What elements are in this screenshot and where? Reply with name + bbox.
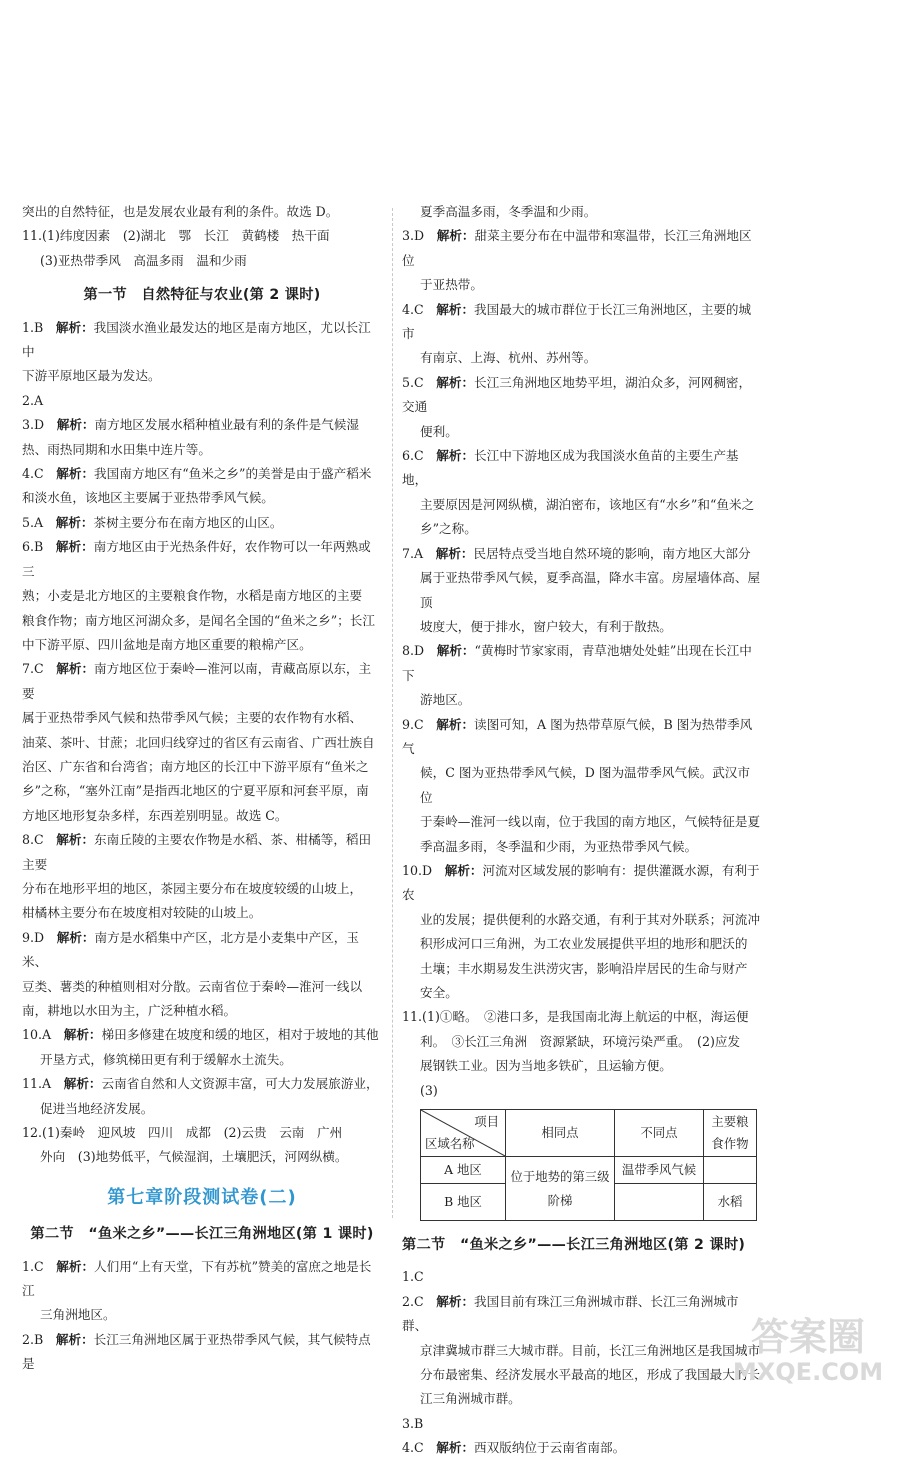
- answer-item: 1.B 解析：我国淡水渔业最发达的地区是南方地区，尤以长江中 下游平原地区最为发达。: [22, 319, 371, 384]
- answer-item: 3.B: [402, 1415, 424, 1431]
- text-line: 夏季高温多雨，冬季温和少雨。: [420, 204, 597, 219]
- table-header: 主要粮食作物: [704, 1110, 757, 1157]
- answer-item: 2.C 解析：我国目前有珠江三角洲城市群、长江三角洲城市群、 京津冀城市群三大城市群。目前，长江三角洲地区是我国城市 分布最密集、经济发展水平最高的地区，形成了我国最大的长 江三角洲城市群。: [402, 1293, 761, 1407]
- answer-item: 9.D 解析：南方是水稻集中产区，北方是小麦集中产区，玉米、 豆类、薯类的种植则相对分散。云南省位于秦岭—淮河一线以 南，耕地以水田为主，广泛种植水稻。: [22, 929, 363, 1018]
- right-column: [402, 200, 762, 1461]
- answer-item: 1.C: [402, 1269, 424, 1285]
- table-cell: 位于地势的第三级阶梯: [506, 1157, 615, 1221]
- table-cell: 水稻: [704, 1184, 757, 1221]
- column-divider: [392, 208, 393, 1218]
- text-line: 11.(1)纬度因素 (2)湖北 鄂 长江 黄鹤楼 热干面: [22, 228, 330, 244]
- answer-item: 8.D 解析：“黄梅时节家家雨，青草池塘处处蛙”出现在长江中下 游地区。: [402, 643, 752, 708]
- text-line: (3)亚热带季风 高温多雨 温和少雨: [40, 252, 247, 268]
- table-cell: 温带季风气候: [615, 1157, 704, 1184]
- answer-item: 3.D 解析：南方地区发展水稻种植业最有利的条件是气候湿 热、雨热同期和水田集中连片等。: [22, 417, 359, 457]
- watermark-bottom: MXQE.COM: [732, 1358, 884, 1386]
- answer-item: 7.A 解析：民居特点受当地自然环境的影响，南方地区大部分 属于亚热带季风气候，夏季高温，降水丰富。房屋墙体高、屋顶 坡度大，便于排水，窗户较大，有利于散热。: [402, 545, 761, 634]
- answer-item: 11.A 解析：云南省自然和人文资源丰富，可大力发展旅游业， 促进当地经济发展。: [22, 1076, 379, 1116]
- watermark-logo: [722, 1310, 894, 1386]
- table-header: 相同点: [506, 1110, 615, 1157]
- answer-item: 2.B 解析：长江三角洲地区属于亚热带季风气候，其气候特点是: [22, 1331, 371, 1372]
- table-header: 不同点: [615, 1110, 704, 1157]
- answer-item: 12.(1)秦岭 迎风坡 四川 成都 (2)云贵 云南 广州 外向 (3)地势低平，气候湿润，土壤肥沃，河网纵横。: [22, 1125, 348, 1165]
- answer-item: 1.C 解析：人们用“上有天堂，下有苏杭”赞美的富庶之地是长江 三角洲地区。: [22, 1258, 372, 1323]
- answer-item: 5.A 解析：茶树主要分布在南方地区的山区。: [22, 514, 283, 530]
- text-line: 突出的自然特征，也是发展农业最有利的条件。故选 D。: [22, 204, 339, 219]
- table-cell: [704, 1157, 757, 1184]
- answer-item: 11.(1)①略。 ②港口多，是我国南北海上航运的中枢，海运便 利。 ③长江三角洲 资源紧缺，环境污染严重。 (2)应发 展钢铁工业。因为当地多铁矿，且运输方便。 (3): [402, 1009, 749, 1098]
- answer-item: 2.A: [22, 392, 44, 408]
- answer-item: 10.A 解析：梯田多修建在坡度和缓的地区，相对于坡地的其他 开垦方式，修筑梯田更有利于缓解水土流失。: [22, 1027, 379, 1067]
- section-heading: 第二节 “鱼米之乡”——长江三角洲地区(第 1 课时): [30, 1226, 374, 1243]
- left-column: [22, 200, 382, 1377]
- answer-item: 9.C 解析：读图可知，A 图为热带草原气候，B 图为热带季风气 候，C 图为亚热带季风气候，D 图为温带季风气候。武汉市位 于秦岭—淮河一线以南，位于我国的南方地区，气候特征是夏 季高温多雨，冬季温和少雨，为亚热带季风气候。: [402, 716, 761, 854]
- answer-item: 6.B 解析：南方地区由于光热条件好，农作物可以一年两熟或三 熟；小麦是北方地区的主要粮食作物，水稻是南方地区的主要 粮食作物；南方地区河湖众多，是闻名全国的“鱼米之乡”；长江 中下游平原、四川盆地是南方地区重要的粮棉产区。: [22, 539, 375, 652]
- answer-item: 3.D 解析：甜菜主要分布在中温带和寒温带，长江三角洲地区位 于亚热带。: [402, 228, 752, 293]
- answer-item: 7.C 解析：南方地区位于秦岭—淮河以南，青藏高原以东，主要 属于亚热带季风气候和热带季风气候；主要的农作物有水稻、 油菜、茶叶、甘蔗；北回归线穿过的省区有云南省、广西壮族自 治区、广东省和台湾省；南方地区的长江中下游平原有“鱼米之 乡”之称，“塞外江南”是指西北地区的宁夏平原和河套平原，南 方地区地形复杂多样，东西差别明显。故选 C。: [22, 661, 375, 823]
- table-cell: B 地区: [421, 1184, 506, 1221]
- table-cell: [615, 1184, 704, 1221]
- section-heading: 第二节 “鱼米之乡”——长江三角洲地区(第 2 课时): [402, 1237, 746, 1254]
- watermark-top: 答案圈: [750, 1315, 866, 1359]
- table-cell: A 地区: [421, 1157, 506, 1184]
- answer-item: 5.C 解析：长江三角洲地区地势平坦，湖泊众多，河网稠密，交通 便利。: [402, 374, 752, 439]
- answer-item: 8.C 解析：东南丘陵的主要农作物是水稻、茶、柑橘等，稻田主要 分布在地形平坦的地区，茶园主要分布在坡度较缓的山坡上， 柑橘林主要分布在坡度相对较陡的山坡上。: [22, 832, 372, 921]
- table-diagonal-header: 项目 区域名称: [421, 1110, 506, 1157]
- comparison-table: [420, 1109, 757, 1221]
- answer-item: 6.C 解析：长江中下游地区成为我国淡水鱼苗的主要生产基地， 主要原因是河网纵横，湖泊密布，该地区有“水乡”和“鱼米之 乡”之称。: [402, 448, 755, 537]
- answer-item: 4.C 解析：西双版纳位于云南省南部。: [402, 1440, 626, 1456]
- answer-item: 4.C 解析：我国南方地区有“鱼米之乡”的美誉是由于盛产稻米 和淡水鱼，该地区主要属于亚热带季风气候。: [22, 466, 372, 506]
- answer-item: 4.C 解析：我国最大的城市群位于长江三角洲地区，主要的城市 有南京、上海、杭州、苏州等。: [402, 301, 752, 366]
- answer-item: 10.D 解析：河流对区域发展的影响有：提供灌溉水源，有利于农 业的发展；提供便利的水路交通，有利于其对外联系；河流冲 积形成河口三角洲，为工农业发展提供平坦的地形和肥沃的 土壤；丰水期易发生洪涝灾害，影响沿岸居民的生命与财产 安全。: [402, 862, 761, 1000]
- chapter-title: 第七章阶段测试卷(二): [107, 1186, 297, 1208]
- section-heading: 第一节 自然特征与农业(第 2 课时): [83, 287, 321, 304]
